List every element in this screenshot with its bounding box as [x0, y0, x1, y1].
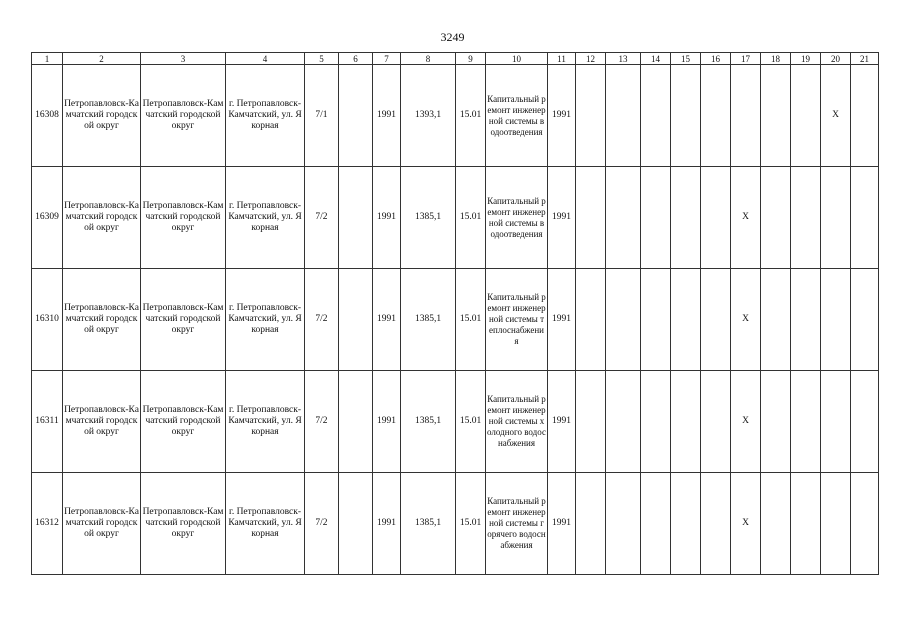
table-cell-col-15 [671, 269, 701, 371]
column-header-17: 17 [731, 53, 761, 65]
table-cell-col-19 [791, 167, 821, 269]
column-header-19: 19 [791, 53, 821, 65]
table-cell-col-7: 1991 [373, 371, 401, 473]
table-cell-col-10: Капитальный ремонт инженерной системы водоотведения [486, 65, 548, 167]
column-header-10: 10 [486, 53, 548, 65]
table-cell-col-16 [701, 167, 731, 269]
table-cell-col-13 [606, 473, 641, 575]
column-header-9: 9 [456, 53, 486, 65]
table-cell-col-6 [339, 269, 373, 371]
table-cell-col-17 [731, 65, 761, 167]
table-cell-col-2: Петропавловск-Камчатский городской округ [63, 473, 141, 575]
table-cell-col-21 [851, 371, 879, 473]
table-cell-col-1: 16308 [32, 65, 63, 167]
table-row [32, 371, 879, 473]
table-cell-col-15 [671, 371, 701, 473]
table-cell-col-2: Петропавловск-Камчатский городской округ [63, 371, 141, 473]
table-cell-col-12 [576, 269, 606, 371]
table-cell-col-1: 16309 [32, 167, 63, 269]
table-cell-col-11: 1991 [548, 65, 576, 167]
table-cell-col-12 [576, 65, 606, 167]
table-cell-col-12 [576, 371, 606, 473]
table-cell-col-13 [606, 269, 641, 371]
table-cell-col-19 [791, 65, 821, 167]
table-cell-col-18 [761, 269, 791, 371]
table-cell-col-14 [641, 269, 671, 371]
column-header-7: 7 [373, 53, 401, 65]
table-cell-col-20 [821, 269, 851, 371]
column-header-8: 8 [401, 53, 456, 65]
table-cell-col-4: г. Петропавловск-Камчатский, ул. Якорная [226, 65, 305, 167]
column-header-16: 16 [701, 53, 731, 65]
table-cell-col-5: 7/2 [305, 269, 339, 371]
table-cell-col-21 [851, 473, 879, 575]
table-cell-col-8: 1385,1 [401, 167, 456, 269]
table-cell-col-8: 1385,1 [401, 371, 456, 473]
table-cell-col-18 [761, 167, 791, 269]
table-cell-col-2: Петропавловск-Камчатский городской округ [63, 167, 141, 269]
table-cell-col-4: г. Петропавловск-Камчатский, ул. Якорная [226, 371, 305, 473]
table-cell-col-6 [339, 371, 373, 473]
table-cell-col-7: 1991 [373, 473, 401, 575]
table-cell-col-19 [791, 473, 821, 575]
table-cell-col-16 [701, 65, 731, 167]
table-cell-col-20 [821, 371, 851, 473]
table-row [32, 473, 879, 575]
column-header-5: 5 [305, 53, 339, 65]
table-cell-col-13 [606, 167, 641, 269]
table-cell-col-16 [701, 473, 731, 575]
table-cell-col-3: Петропавловск-Камчатский городской округ [141, 371, 226, 473]
table-cell-col-20: X [821, 65, 851, 167]
table-cell-col-10: Капитальный ремонт инженерной системы теплоснабжения [486, 269, 548, 371]
table-cell-col-1: 16311 [32, 371, 63, 473]
table-cell-col-17: X [731, 473, 761, 575]
table-cell-col-5: 7/2 [305, 371, 339, 473]
table-cell-col-2: Петропавловск-Камчатский городской округ [63, 65, 141, 167]
column-header-12: 12 [576, 53, 606, 65]
table-cell-col-12 [576, 473, 606, 575]
column-header-20: 20 [821, 53, 851, 65]
table-cell-col-15 [671, 473, 701, 575]
column-header-11: 11 [548, 53, 576, 65]
header-row [32, 53, 879, 65]
table-cell-col-15 [671, 167, 701, 269]
column-header-4: 4 [226, 53, 305, 65]
table-cell-col-17: X [731, 269, 761, 371]
table-cell-col-9: 15.01 [456, 167, 486, 269]
table-cell-col-12 [576, 167, 606, 269]
table-cell-col-5: 7/2 [305, 473, 339, 575]
table-cell-col-4: г. Петропавловск-Камчатский, ул. Якорная [226, 167, 305, 269]
table-cell-col-19 [791, 371, 821, 473]
register-table [31, 52, 879, 575]
table-cell-col-5: 7/2 [305, 167, 339, 269]
table-row [32, 167, 879, 269]
table-cell-col-7: 1991 [373, 269, 401, 371]
column-header-1: 1 [32, 53, 63, 65]
column-header-14: 14 [641, 53, 671, 65]
table-cell-col-16 [701, 269, 731, 371]
table-cell-col-20 [821, 167, 851, 269]
table-cell-col-4: г. Петропавловск-Камчатский, ул. Якорная [226, 473, 305, 575]
table-cell-col-13 [606, 65, 641, 167]
table-cell-col-10: Капитальный ремонт инженерной системы водоотведения [486, 167, 548, 269]
page-number: 3249 [440, 30, 465, 44]
table-cell-col-6 [339, 167, 373, 269]
table-cell-col-8: 1393,1 [401, 65, 456, 167]
table-cell-col-8: 1385,1 [401, 473, 456, 575]
column-header-21: 21 [851, 53, 879, 65]
table-cell-col-5: 7/1 [305, 65, 339, 167]
column-header-15: 15 [671, 53, 701, 65]
table-cell-col-9: 15.01 [456, 371, 486, 473]
table-cell-col-18 [761, 371, 791, 473]
table-cell-col-14 [641, 167, 671, 269]
table-cell-col-18 [761, 65, 791, 167]
table-cell-col-9: 15.01 [456, 65, 486, 167]
table-cell-col-3: Петропавловск-Камчатский городской округ [141, 473, 226, 575]
table-cell-col-11: 1991 [548, 269, 576, 371]
column-header-2: 2 [63, 53, 141, 65]
column-header-6: 6 [339, 53, 373, 65]
column-header-18: 18 [761, 53, 791, 65]
table-cell-col-10: Капитальный ремонт инженерной системы горячего водоснабжения [486, 473, 548, 575]
table-cell-col-1: 16310 [32, 269, 63, 371]
table-cell-col-6 [339, 65, 373, 167]
table-cell-col-21 [851, 269, 879, 371]
table-cell-col-6 [339, 473, 373, 575]
table-cell-col-9: 15.01 [456, 269, 486, 371]
table-row [32, 65, 879, 167]
table-cell-col-3: Петропавловск-Камчатский городской округ [141, 65, 226, 167]
table-cell-col-8: 1385,1 [401, 269, 456, 371]
table-cell-col-7: 1991 [373, 167, 401, 269]
table-cell-col-11: 1991 [548, 473, 576, 575]
table-cell-col-17: X [731, 167, 761, 269]
table-cell-col-17: X [731, 371, 761, 473]
table-cell-col-7: 1991 [373, 65, 401, 167]
table-cell-col-9: 15.01 [456, 473, 486, 575]
table-cell-col-19 [791, 269, 821, 371]
table-cell-col-14 [641, 473, 671, 575]
table-cell-col-1: 16312 [32, 473, 63, 575]
table-cell-col-11: 1991 [548, 167, 576, 269]
table-cell-col-21 [851, 167, 879, 269]
table-cell-col-15 [671, 65, 701, 167]
table-cell-col-3: Петропавловск-Камчатский городской округ [141, 167, 226, 269]
table-cell-col-4: г. Петропавловск-Камчатский, ул. Якорная [226, 269, 305, 371]
table-cell-col-14 [641, 371, 671, 473]
table-cell-col-11: 1991 [548, 371, 576, 473]
table-cell-col-16 [701, 371, 731, 473]
table-cell-col-20 [821, 473, 851, 575]
column-header-13: 13 [606, 53, 641, 65]
table-cell-col-14 [641, 65, 671, 167]
table-row [32, 269, 879, 371]
table-cell-col-3: Петропавловск-Камчатский городской округ [141, 269, 226, 371]
table-cell-col-13 [606, 371, 641, 473]
column-header-3: 3 [141, 53, 226, 65]
table-cell-col-10: Капитальный ремонт инженерной системы холодного водоснабжения [486, 371, 548, 473]
table-cell-col-18 [761, 473, 791, 575]
table-cell-col-2: Петропавловск-Камчатский городской округ [63, 269, 141, 371]
table-cell-col-21 [851, 65, 879, 167]
